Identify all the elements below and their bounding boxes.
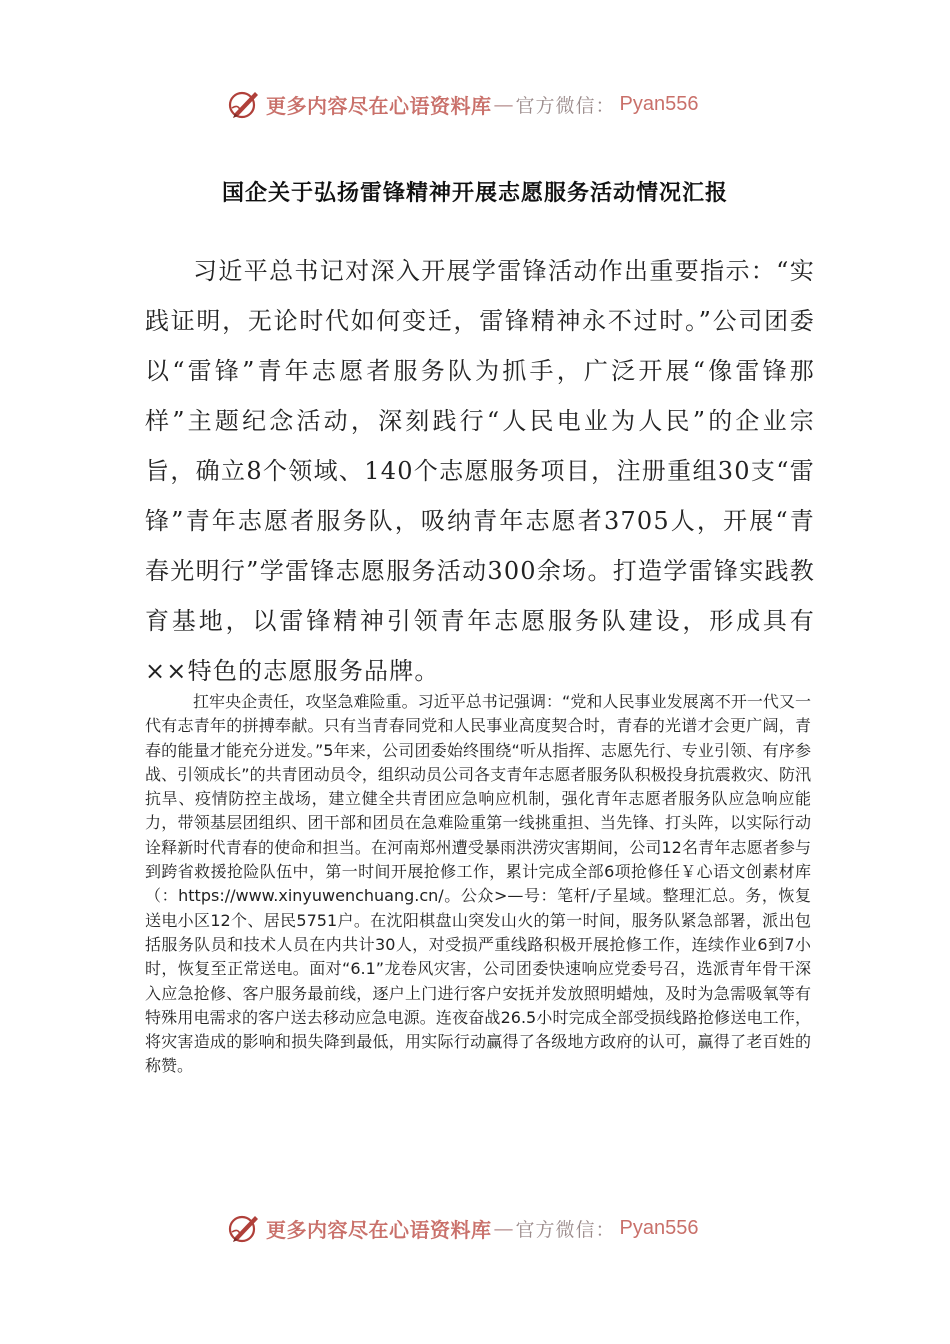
banner-separator: — (493, 92, 514, 116)
banner-wechat-id: Pyan556 (619, 1216, 699, 1239)
banner-brand-text: 更多内容尽在心语资料库 (266, 93, 492, 118)
paragraph-emergency: 扛牢央企责任，攻坚急难险重。习近平总书记强调：“党和人民事业发展离不开一代又一代有志青年的拼搏奉献。只有当青春同党和人民事业高度契合时，青春的光谱才会更广阔，青春的能量才能充分迸发。”5年来，公司团委始终围绕“听从指挥、志愿先行、专业引领、有序参战、引领成长”的共青团动员令，组织动员公司各支青年志愿者服务队积极投身抗震救灾、防汛抗旱、疫情防控主战场，建立健全共青团应急响应机制，强化青年志愿者服务队应急响应能力，带领基层团组织、团干部和团员在急难险重第一线挑重担、当先锋、打头阵，以实际行动诠释新时代青春的使命和担当。在河南郑州遭受暴雨洪涝灾害期间，公司12名青年志愿者参与到跨省救援抢险队伍中，第一时间开展抢修工作，累计完成全部6项抢修任￥心语文创素材库（：https://www.xinyuwenchuang.cn/。公众>—号：笔杆/子星域。整理汇总。务，恢复送电小区12个、居民5751户。在沈阳棋盘山突发山火的第一时间，服务队紧急部署，派出包括服务队员和技术人员在内共计30人，对受损严重线路积极开展抢修工作，连续作业6到7小时，恢复至正常送电。面对“6.1”龙卷风灾害，公司团委快速响应党委号召，选派青年骨干深入应急抢修、客户服务最前线，逐户上门进行客户安抚并发放照明蜡烛，及时为急需吸氧等有特殊用电需求的客户送去移动应急电源。连夜奋战26.5小时完成全部受损线路抢修送电工作，将灾害造成的影响和损失降到最低，用实际行动赢得了各级地方政府的认可，赢得了老百姓的称赞。 (145, 692, 811, 1076)
banner-brand-text: 更多内容尽在心语资料库 (266, 1217, 492, 1242)
banner-wechat-id: Pyan556 (619, 92, 699, 115)
banner-wechat-label: 官方微信： (515, 94, 616, 117)
pen-logo-icon (226, 86, 262, 122)
paragraph-intro: 习近平总书记对深入开展学雷锋活动作出重要指示：“实践证明，无论时代如何变迁，雷锋精神永不过时。”公司团委以“雷锋”青年志愿者服务队为抓手，广泛开展“像雷锋那样”主题纪念活动，深刻践行“人民电业为人民”的企业宗旨，确立8个领域、140个志愿服务项目，注册重组30支“雷锋”青年志愿者服务队，吸纳青年志愿者3705人，开展“青春光明行”学雷锋志愿服务活动300余场。打造学雷锋实践教育基地，以雷锋精神引领青年志愿服务队建设，形成具有××特色的志愿服务品牌。 (145, 257, 815, 685)
document-title: 国企关于弘扬雷锋精神开展志愿服务活动情况汇报 (221, 181, 728, 206)
pen-logo-icon (226, 1210, 262, 1246)
header-banner[interactable] (226, 84, 698, 124)
banner-wechat-label: 官方微信： (515, 1218, 616, 1241)
banner-separator: — (493, 1216, 514, 1240)
footer-banner[interactable] (226, 1208, 698, 1248)
